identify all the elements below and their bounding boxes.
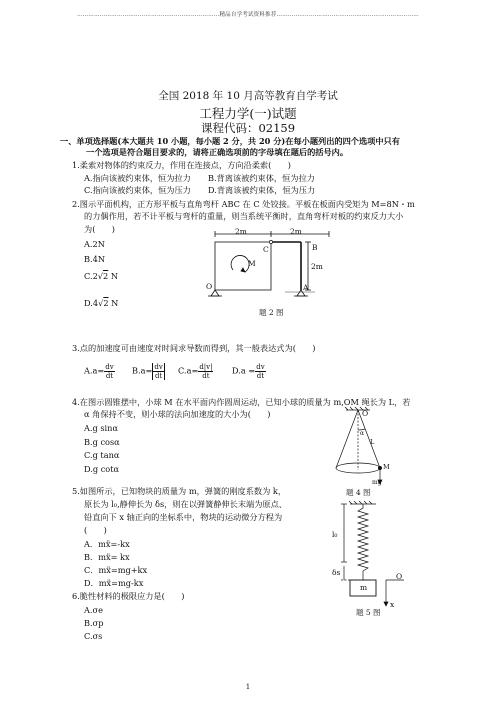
- q2-stem-2: 的力偶作用，若不计平板与弯杆的重量，则当系统平衡时，直角弯杆对板的约束反力大小: [84, 211, 404, 221]
- q6-option-a: A.σe: [84, 605, 103, 615]
- q5-figure-caption: 题 5 图: [356, 608, 381, 617]
- section-heading-1: 一、单项选择题(本大题共 10 小题，每小题 2 分，共 20 分)在每小题列出的四个选项中只有: [60, 136, 400, 146]
- q6-option-b: B.σp: [84, 618, 104, 628]
- q1-option-b: B.背离该被约束体，恒为拉力: [208, 173, 315, 183]
- q1-option-a: A.指向该被约束体，恒为拉力: [84, 173, 191, 183]
- q5-option-d: D．mẍ=mg-kx: [84, 578, 144, 588]
- course-title: 工程力学(一)试题: [199, 106, 297, 121]
- q4-option-d: D.g cotα: [84, 464, 120, 474]
- spring-mass-diagram: [330, 500, 410, 620]
- q3-option-c: C.a= $\frac{d|v|}{dt}$: [178, 363, 213, 380]
- q4-figure: O α L M mg 题 4 图: [326, 406, 392, 498]
- q2-figure-caption: 题 2 图: [259, 308, 284, 317]
- q4-option-c: C.g tanα: [84, 450, 120, 460]
- q2-option-a: A.2N: [84, 239, 105, 249]
- q5-option-a: A．mẍ=-kx: [84, 539, 130, 549]
- q1-option-d: D.背离该被约束体，恒为压力: [208, 185, 316, 195]
- q3-option-b: B.a= $\frac{dv}{dt}$: [132, 363, 163, 380]
- q2-option-d: D.4√2 N: [84, 298, 119, 308]
- page-header: …………………………………………………………………精品自学考试资料推荐…………………………………………………………………: [76, 12, 419, 18]
- q4-stem-2: α 角保持不变，则小球的法向加速度的大小为( ): [84, 409, 271, 419]
- q3-option-a: A.a= $\frac{dv}{dt}$: [84, 363, 114, 380]
- q2-option-c: C.2√2 N: [84, 271, 119, 281]
- q5-stem-4: ( ): [84, 525, 107, 535]
- q6-stem: 6.脆性材料的极限应力是( ): [72, 591, 185, 601]
- q4-option-a: A.g sinα: [84, 423, 118, 433]
- q3-option-d: D.a = $\frac{dv}{dt}$: [232, 363, 265, 380]
- mechanism-diagram: [205, 228, 345, 318]
- q2-stem-3: 为( ): [84, 224, 115, 234]
- q5-stem-3: 铅直向下 x 轴正向的坐标系中，物块的运动微分方程为: [84, 512, 283, 522]
- sqrt-icon: √: [97, 271, 104, 281]
- q2-option-b: B.4N: [84, 254, 105, 264]
- q5-figure: l₀ δs m O x 题 5 图: [330, 500, 410, 620]
- q1-option-c: C.指向该被约束体，恒为压力: [84, 185, 191, 195]
- q2-figure: 2m 2m 2m C B M O A 题 2 图: [205, 228, 345, 318]
- header-text: 精品自学考试资料推荐: [219, 12, 277, 18]
- q4-option-b: B.g cosα: [84, 437, 120, 447]
- q5-option-c: C．mẍ=mg+kx: [84, 565, 148, 575]
- q2-stem-1: 2.图示平面机构，正方形平板与直角弯杆 ABC 在 C 处铰接。平板在板面内受矩为 M=8N・m: [72, 199, 415, 209]
- sqrt-icon: √: [98, 298, 104, 308]
- page-number: 1: [245, 683, 251, 691]
- section-heading-2: 一个选项是符合题目要求的，请将正确选项前的字母填在题后的括号内。: [86, 147, 349, 157]
- exam-title: 全国 2018 年 10 月高等教育自学考试: [158, 90, 338, 102]
- q5-option-b: B．mẍ= kx: [84, 552, 130, 562]
- q6-option-c: C.σs: [84, 631, 103, 641]
- q5-stem-1: 5.如图所示，已知物块的质量为 m，弹簧的刚度系数为 k，: [72, 486, 287, 496]
- q4-figure-caption: 题 4 图: [346, 488, 371, 497]
- q1-stem: 1.柔索对物体的约束反力，作用在连接点，方向沿柔索( ): [72, 160, 291, 170]
- course-code: 课程代码：02159: [200, 121, 296, 135]
- q5-stem-2: 原长为 l₀,静伸长为 δs，则在以弹簧静伸长末端为原点、: [84, 499, 287, 509]
- q4-stem-1: 4.在图示圆锥摆中，小球 M 在水平面内作圆周运动，已知小球的质量为 m,OM 绳长为 L，若: [72, 397, 411, 407]
- q3-stem: 3.点的加速度可由速度对时间求导数而得到，其一般表达式为( ): [72, 343, 316, 353]
- conical-pendulum-diagram: [326, 406, 392, 498]
